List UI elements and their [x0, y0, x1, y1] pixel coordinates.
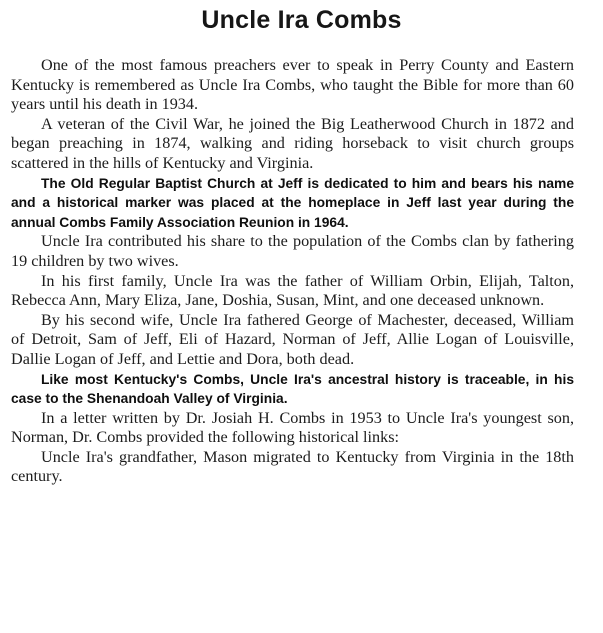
paragraph-church-dedication: The Old Regular Baptist Church at Jeff is dedicated to him and bears his name and a historical marker was placed at the homeplace in Jeff last year during the annual Combs Family Association Reunion in 1964.: [11, 175, 574, 230]
article-body: [11, 56, 574, 487]
paragraph-grandfather: Uncle Ira's grandfather, Mason migrated to Kentucky from Virginia in the 18th century.: [11, 447, 574, 486]
paragraph-first-family: In his first family, Uncle Ira was the father of William Orbin, Elijah, Talton, Rebecca Ann, Mary Eliza, Jane, Doshia, Susan, Mint, and one deceased unknown.: [11, 271, 574, 310]
paragraph-civil-war-veteran: A veteran of the Civil War, he joined the Big Leatherwood Church in 1872 and began preaching in 1874, walking and riding horseback to visit church groups scattered in the hills of Kentucky and Virginia.: [11, 114, 574, 172]
paragraph-letter: In a letter written by Dr. Josiah H. Combs in 1953 to Uncle Ira's youngest son, Norman, Dr. Combs provided the following historical links:: [11, 408, 574, 447]
article-title: Uncle Ira Combs: [201, 6, 402, 34]
paragraph-children-count: Uncle Ira contributed his share to the population of the Combs clan by fathering 19 children by two wives.: [11, 232, 574, 270]
paragraph-second-wife: By his second wife, Uncle Ira fathered George of Machester, deceased, William of Detroit, Sam of Jeff, Eli of Hazard, Norman of Jeff, Allie Logan of Louisville, Dallie Logan of Jeff, and Lettie and Dora, both dead.: [11, 310, 574, 368]
paragraph-ancestral-history: Like most Kentucky's Combs, Uncle Ira's ancestral history is traceable, in his case to the Shenandoah Valley of Virginia.: [11, 371, 574, 407]
paragraph-preacher-intro: One of the most famous preachers ever to speak in Perry County and Eastern Kentucky is remembered as Uncle Ira Combs, who taught the Bible for more than 60 years until his death in 1934.: [11, 56, 574, 114]
